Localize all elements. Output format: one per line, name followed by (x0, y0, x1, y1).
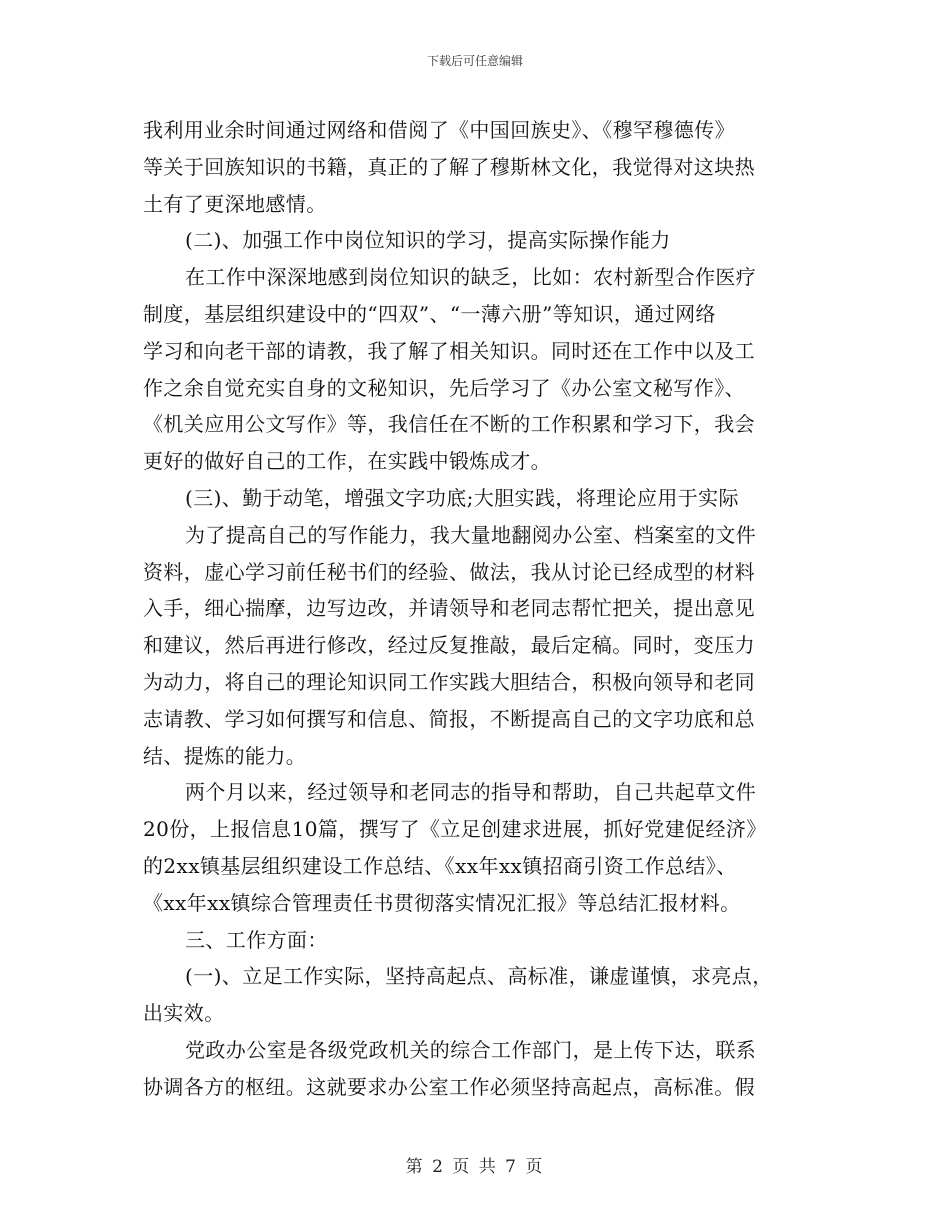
page-header: 下载后可任意编辑 (426, 54, 523, 68)
body-line: 结、提炼的能力。 (143, 743, 307, 768)
body-line: 的2xx镇基层组织建设工作总结、《xx年xx镇招商引资工作总结》、 (143, 853, 737, 878)
body-line: 为动力，将自己的理论知识同工作实践大胆结合，积极向领导和老同 (143, 669, 755, 694)
body-line: 《xx年xx镇综合管理责任书贯彻落实情况汇报》等总结汇报材料。 (143, 890, 741, 915)
body-line: 资料，虚心学习前任秘书们的经验、做法，我从讨论已经成型的材料 (143, 559, 755, 584)
body-line: 《机关应用公文写作》等，我信任在不断的工作积累和学习下，我会 (143, 412, 755, 437)
body-line: 20份，上报信息10篇，撰写了《立足创建求进展，抓好党建促经济》 (143, 817, 767, 842)
body-line: 志请教、学习如何撰写和信息、简报，不断提高自己的文字功底和总 (143, 706, 755, 731)
body-line: 入手，细心揣摩，边写边改，并请领导和老同志帮忙把关，提出意见 (143, 596, 755, 621)
body-line: 和建议，然后再进行修改，经过反复推敲，最后定稿。同时，变压力 (143, 633, 755, 658)
section-heading: 三、工作方面： (185, 927, 328, 952)
body-line: 出实效。 (143, 1001, 225, 1026)
body-line: 两个月以来，经过领导和老同志的指导和帮助，自己共起草文件 (185, 780, 757, 805)
body-line: 作之余自觉充实自身的文秘知识，先后学习了《办公室文秘写作》、 (143, 375, 745, 400)
body-line: 我利用业余时间通过网络和借阅了《中国回族史》、《穆罕穆德传》 (143, 118, 735, 142)
section-heading: (三)、勤于动笔，增强文字功底;大胆实践，将理论应用于实际 (185, 485, 739, 510)
body-line: 等关于回族知识的书籍，真正的了解了穆斯林文化，我觉得对这块热 (143, 154, 755, 179)
body-line: 学习和向老干部的请教，我了解了相关知识。同时还在工作中以及工 (143, 338, 755, 363)
body-line: 制度，基层组织建设中的“四双”、“一薄六册”等知识，通过网络 (143, 301, 716, 326)
body-line: 为了提高自己的写作能力，我大量地翻阅办公室、档案室的文件 (185, 522, 757, 547)
document-body (143, 112, 811, 1106)
section-heading: (一)、立足工作实际，坚持高起点、高标准，谦虚谨慎，求亮点， (185, 964, 773, 989)
body-line: 在工作中深深地感到岗位知识的缺乏，比如：农村新型合作医疗 (185, 265, 757, 290)
body-line: 协调各方的枢纽。这就要求办公室工作必须坚持高起点，高标准。假 (143, 1074, 755, 1099)
body-line: 土有了更深地感情。 (143, 191, 327, 216)
body-line: 更好的做好自己的工作，在实践中锻炼成才。 (143, 449, 551, 474)
body-line: 党政办公室是各级党政机关的综合工作部门，是上传下达，联系 (185, 1037, 757, 1062)
page-footer: 第 2 页 共 7 页 (405, 1157, 545, 1177)
section-heading: (二)、加强工作中岗位知识的学习，提高实际操作能力 (185, 228, 671, 253)
